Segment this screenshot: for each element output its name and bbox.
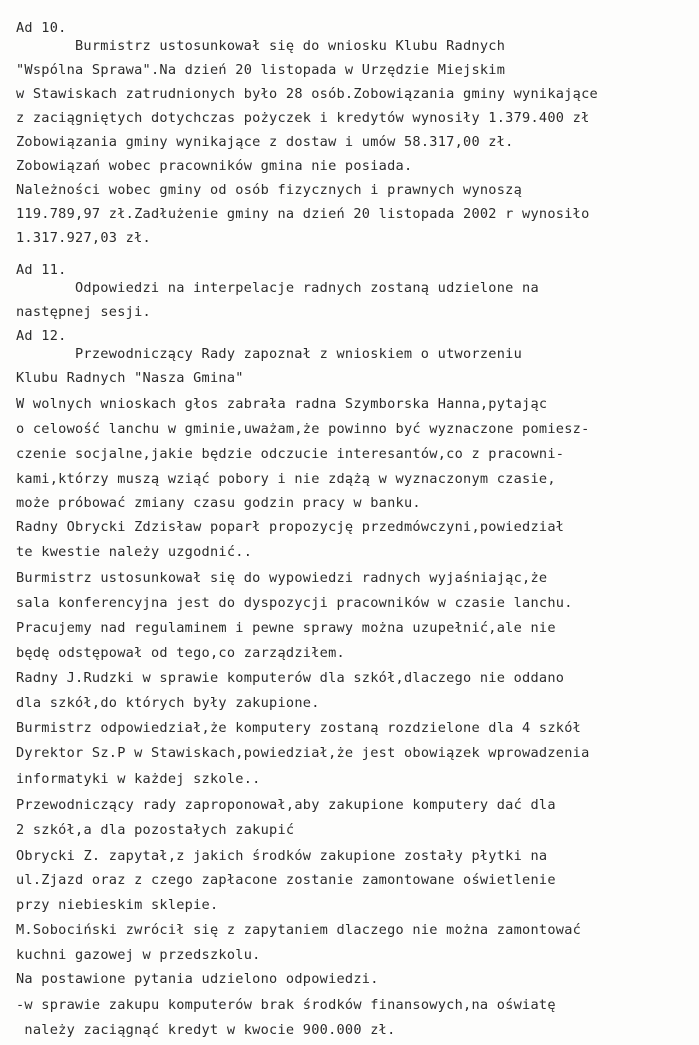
text-line: 2 szkół,a dla pozostałych zakupić <box>16 822 295 838</box>
text-line: będę odstępował od tego,co zarządziłem. <box>16 645 345 661</box>
text-line: ul.Zjazd oraz z czego zapłacone zostanie zamontowane oświetlenie <box>16 872 556 888</box>
text-line: Ad 12. <box>16 328 67 344</box>
text-line: może próbować zmiany czasu godzin pracy w banku. <box>16 495 421 511</box>
text-line: te kwestie należy uzgodnić.. <box>16 544 253 560</box>
text-line: Obrycki Z. zapytał,z jakich środków zakupione zostały płytki na <box>16 848 548 864</box>
text-line: "Wspólna Sprawa".Na dzień 20 listopada w Urzędzie Miejskim <box>16 62 506 78</box>
text-line: Pracujemy nad regulaminem i pewne sprawy można uzupełnić,ale nie <box>16 620 556 636</box>
text-line: 1.317.927,03 zł. <box>16 230 151 246</box>
text-line: następnej sesji. <box>16 304 151 320</box>
text-line: Zobowiązania gminy wynikające z dostaw i umów 58.317,00 zł. <box>16 134 514 150</box>
text-line: M.Sobociński zwrócił się z zapytaniem dlaczego nie można zamontować <box>16 922 582 938</box>
text-line: -w sprawie zakupu komputerów brak środków finansowych,na oświatę <box>16 997 556 1013</box>
text-line: Klubu Radnych "Nasza Gmina" <box>16 370 244 386</box>
text-line: W wolnych wnioskach głos zabrała radna Szymborska Hanna,pytając <box>16 396 548 412</box>
text-line: sala konferencyjna jest do dyspozycji pracowników w czasie lanchu. <box>16 595 573 611</box>
text-line: dla szkół,do których były zakupione. <box>16 695 320 711</box>
text-line: czenie socjalne,jakie będzie odczucie interesantów,co z pracowni- <box>16 446 565 462</box>
text-line: o celowość lanchu w gminie,uważam,że powinno być wyznaczone pomiesz- <box>16 421 590 437</box>
text-line: Radny J.Rudzki w sprawie komputerów dla szkół,dlaczego nie oddano <box>16 670 565 686</box>
text-line: Przewodniczący rady zaproponował,aby zakupione komputery dać dla <box>16 797 556 813</box>
text-line: Ad 10. <box>16 20 67 36</box>
text-line: Zobowiązań wobec pracowników gmina nie posiada. <box>16 158 413 174</box>
text-line: informatyki w każdej szkole.. <box>16 771 261 787</box>
text-line: 119.789,97 zł.Zadłużenie gminy na dzień 20 listopada 2002 r wynosiło <box>16 206 590 222</box>
text-line: Burmistrz ustosunkował się do wniosku Klubu Radnych <box>75 38 506 54</box>
text-line: Burmistrz ustosunkował się do wypowiedzi radnych wyjaśniając,że <box>16 570 548 586</box>
text-line: Dyrektor Sz.P w Stawiskach,powiedział,że jest obowiązek wprowadzenia <box>16 745 590 761</box>
text-line: w Stawiskach zatrudnionych było 28 osób.Zobowiązania gminy wynikające <box>16 86 598 102</box>
text-line: Ad 11. <box>16 262 67 278</box>
text-line: Radny Obrycki Zdzisław poparł propozycję przedmówczyni,powiedział <box>16 519 565 535</box>
text-line: Przewodniczący Rady zapoznał z wnioskiem o utworzeniu <box>75 346 523 362</box>
text-line: Na postawione pytania udzielono odpowiedzi. <box>16 971 379 987</box>
text-line: z zaciągniętych dotychczas pożyczek i kredytów wynosiły 1.379.400 zł <box>16 110 590 126</box>
text-line: kuchni gazowej w przedszkolu. <box>16 947 261 963</box>
text-line: Burmistrz odpowiedział,że komputery zostaną rozdzielone dla 4 szkół <box>16 720 582 736</box>
text-line: przy niebieskim sklepie. <box>16 897 219 913</box>
text-line: kami,którzy muszą wziąć pobory i nie zdążą w wyznaczonym czasie, <box>16 471 556 487</box>
text-line: Należności wobec gminy od osób fizycznych i prawnych wynoszą <box>16 182 523 198</box>
text-line: należy zaciągnąć kredyt w kwocie 900.000 zł. <box>16 1022 396 1038</box>
text-line: Odpowiedzi na interpelacje radnych zostaną udzielone na <box>75 280 539 296</box>
